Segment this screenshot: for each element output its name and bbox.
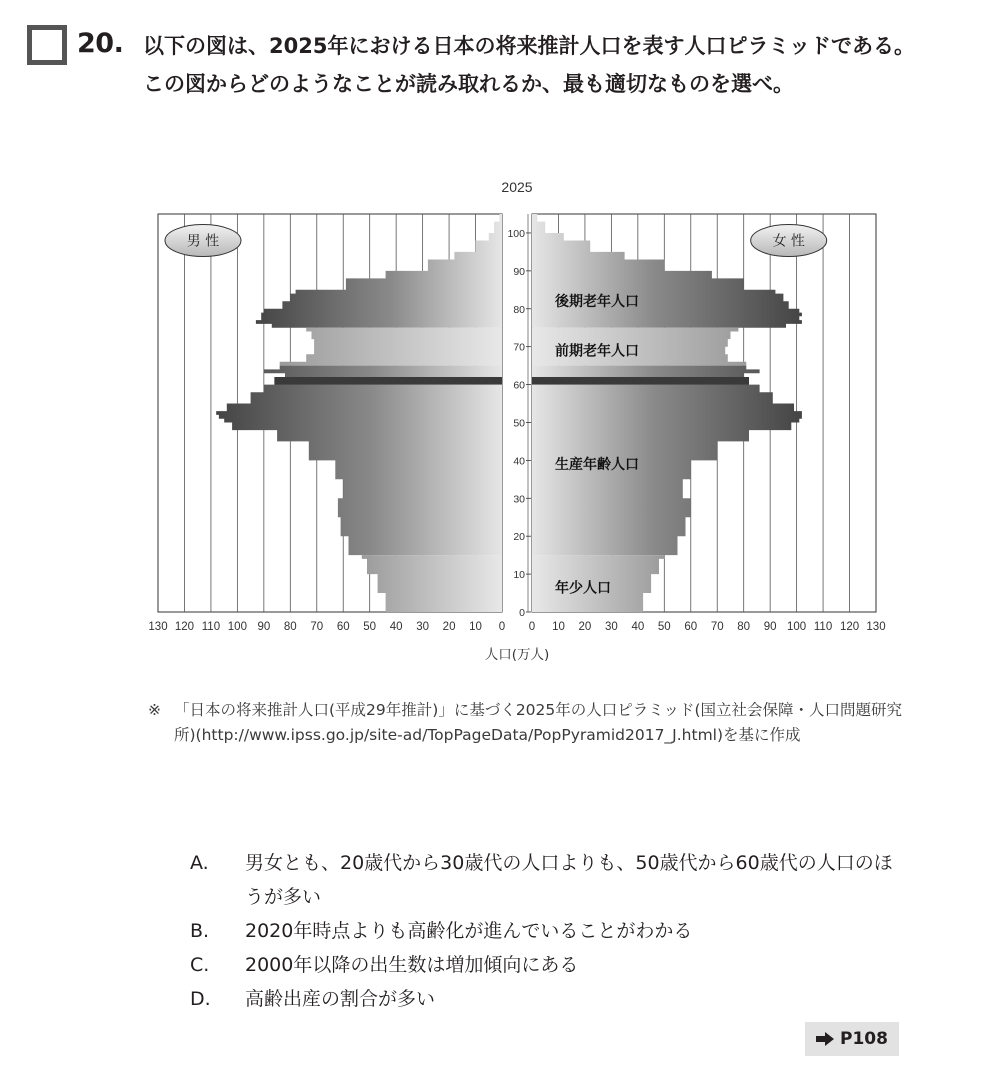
option-text: 2000年以降の出生数は増加傾向にある xyxy=(245,954,579,976)
x-tick-label: 30 xyxy=(416,621,430,633)
x-tick-label: 100 xyxy=(787,621,807,633)
male-age-60-band xyxy=(274,377,502,385)
band-label: 後期老年人口 xyxy=(555,294,639,311)
option-text: 2020年時点よりも高齢化が進んでいることがわかる xyxy=(245,920,693,942)
option-letter: C. xyxy=(190,954,210,976)
female-age-60-band xyxy=(532,377,749,385)
note-mark: ※ xyxy=(148,701,161,719)
band-label: 生産年齢人口 xyxy=(555,457,639,474)
x-tick-label: 0 xyxy=(528,621,536,633)
option-c[interactable] xyxy=(190,948,910,982)
x-axis-label: 人口(万人) xyxy=(484,647,550,663)
x-tick-label: 40 xyxy=(389,621,403,633)
x-tick-label: 20 xyxy=(578,621,592,633)
x-tick-label: 60 xyxy=(336,621,350,633)
legend-female-label: 女 性 xyxy=(772,233,805,250)
x-tick-label: 60 xyxy=(684,621,698,633)
option-letter: D. xyxy=(190,988,211,1010)
question-number: 20. xyxy=(77,28,124,59)
source-note xyxy=(148,698,918,748)
x-tick-label: 30 xyxy=(604,621,618,633)
x-tick-label: 20 xyxy=(442,621,456,633)
y-tick-label: 0 xyxy=(519,607,525,619)
x-tick-label: 40 xyxy=(631,621,645,633)
x-tick-label: 120 xyxy=(839,621,860,633)
y-tick-label: 100 xyxy=(507,227,525,240)
y-tick-label: 20 xyxy=(513,531,525,544)
x-tick-label: 70 xyxy=(710,621,724,633)
x-tick-label: 110 xyxy=(813,621,833,633)
y-tick-label: 60 xyxy=(513,379,525,392)
population-pyramid-chart xyxy=(140,172,900,672)
page-reference[interactable] xyxy=(805,1022,899,1056)
y-tick-label: 30 xyxy=(513,493,525,506)
y-tick-label: 50 xyxy=(513,417,525,430)
answer-options xyxy=(190,846,910,1016)
y-tick-label: 80 xyxy=(513,303,525,316)
note-text: 「日本の将来推計人口(平成29年推計)」に基づく2025年の人口ピラミッド(国立社会保障・人口問題研究所)(http://www.ipss.go.jp/site-ad/TopPageData/PopPyramid2017_J.html)を基に作成 xyxy=(174,701,903,744)
y-tick-label: 40 xyxy=(513,455,525,468)
x-tick-label: 130 xyxy=(148,621,168,633)
arrow-right-icon xyxy=(816,1032,834,1046)
option-letter: B. xyxy=(190,920,210,942)
option-text: 高齢出産の割合が多い xyxy=(245,988,436,1010)
x-tick-label: 90 xyxy=(257,621,271,633)
x-tick-label: 80 xyxy=(737,621,751,633)
x-tick-label: 100 xyxy=(227,621,247,633)
band-label: 年少人口 xyxy=(555,580,611,597)
x-tick-label: 50 xyxy=(657,621,671,633)
option-b[interactable] xyxy=(190,914,910,948)
x-tick-label: 120 xyxy=(174,621,195,633)
band-label: 前期老年人口 xyxy=(555,343,639,360)
option-d[interactable] xyxy=(190,982,910,1016)
x-tick-label: 10 xyxy=(552,621,565,633)
legend-male-label: 男 性 xyxy=(186,233,220,250)
x-tick-label: 110 xyxy=(201,621,221,633)
x-tick-label: 50 xyxy=(363,621,377,633)
x-tick-label: 80 xyxy=(283,621,297,633)
y-tick-label: 90 xyxy=(513,265,525,278)
y-tick-label: 70 xyxy=(513,341,525,354)
question-text: 以下の図は、2025年における日本の将来推計人口を表す人口ピラミッドである。この図からどのようなことが読み取れるか、最も適切なものを選べ。 xyxy=(143,34,916,96)
option-a[interactable] xyxy=(190,846,910,914)
x-tick-label: 70 xyxy=(310,621,324,633)
option-text: 男女とも、20歳代から30歳代の人口よりも、50歳代から60歳代の人口のほうが多い xyxy=(245,852,893,908)
page-reference-label: P108 xyxy=(840,1029,888,1049)
option-letter: A. xyxy=(190,852,209,874)
y-tick-label: 10 xyxy=(513,569,525,582)
chart-title: 2025 xyxy=(501,179,533,195)
x-tick-label: 90 xyxy=(763,621,777,633)
checkbox-icon[interactable] xyxy=(27,25,67,65)
x-tick-label: 10 xyxy=(469,621,482,633)
x-tick-label: 0 xyxy=(498,621,506,633)
x-tick-label: 130 xyxy=(866,621,886,633)
